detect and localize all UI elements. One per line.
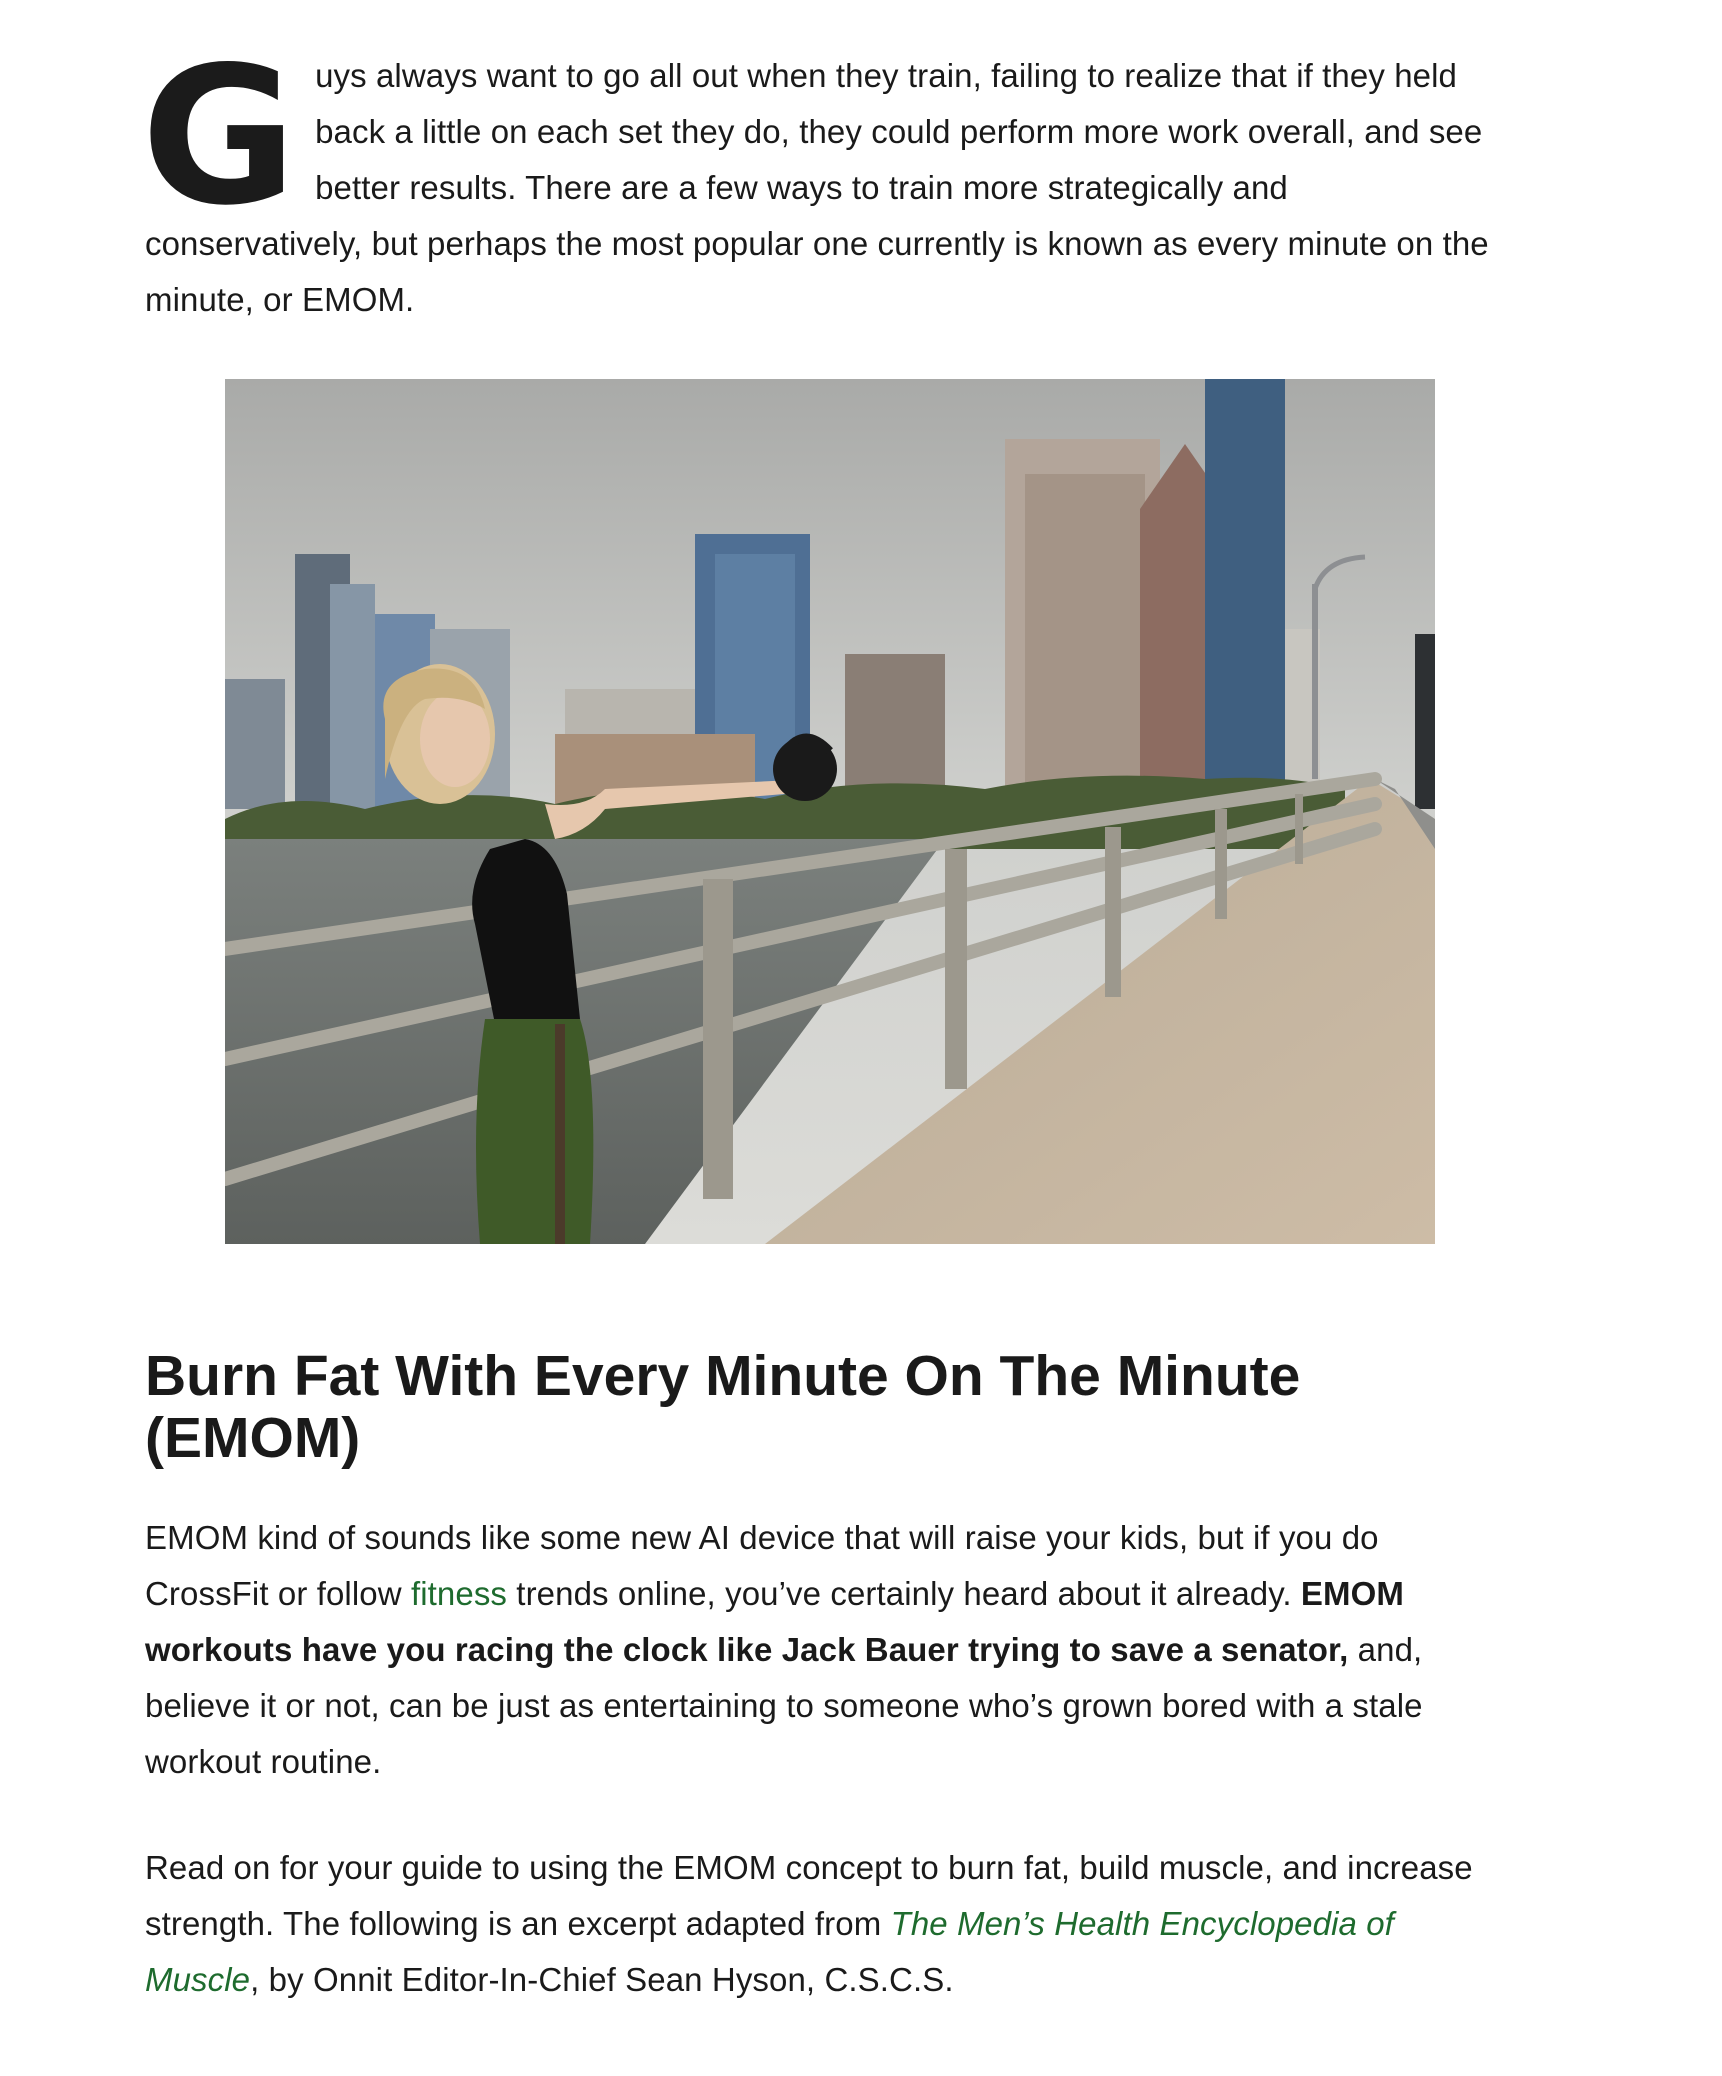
intro-text: uys always want to go all out when they train, failing to realize that if they held back a little on each set they do, they could perform more work overall, and see better results. There are a few ways to train more strategically and conservatively, but perhaps the most popular one currently is known as every minute on the minute, or EMOM. bbox=[145, 57, 1489, 318]
paragraph-emom-intro bbox=[145, 1510, 1505, 1790]
drop-cap: G bbox=[141, 26, 298, 247]
article-photo bbox=[225, 379, 1435, 1244]
paragraph-text: , by Onnit Editor-In-Chief Sean Hyson, C.S.C.S. bbox=[250, 1961, 954, 1998]
intro-paragraph bbox=[141, 26, 1505, 328]
paragraph-text: and, believe it or not, can be just as entertaining to someone who’s grown bored with a stale workout routine. bbox=[145, 1631, 1423, 1780]
bold-highlight: EMOM workouts have you racing the clock like Jack Bauer trying to save a senator, bbox=[145, 1575, 1404, 1668]
fitness-link[interactable]: fitness bbox=[410, 1575, 508, 1612]
paragraph-guide bbox=[145, 1840, 1505, 2008]
paragraph-text: Read on for your guide to using the EMOM concept to burn fat, build muscle, and increase strength. The following is an excerpt adapted from bbox=[145, 1849, 1473, 1942]
paragraph-text: EMOM kind of sounds like some new AI device that will raise your kids, but if you do CrossFit or follow bbox=[145, 1519, 1379, 1612]
book-link[interactable]: The Men’s Health Encyclopedia of Muscle bbox=[145, 1905, 1394, 1998]
section-heading: Burn Fat With Every Minute On The Minute (EMOM) bbox=[145, 1344, 1301, 1470]
paragraph-text: trends online, you’ve certainly heard about it already. bbox=[507, 1575, 1301, 1612]
